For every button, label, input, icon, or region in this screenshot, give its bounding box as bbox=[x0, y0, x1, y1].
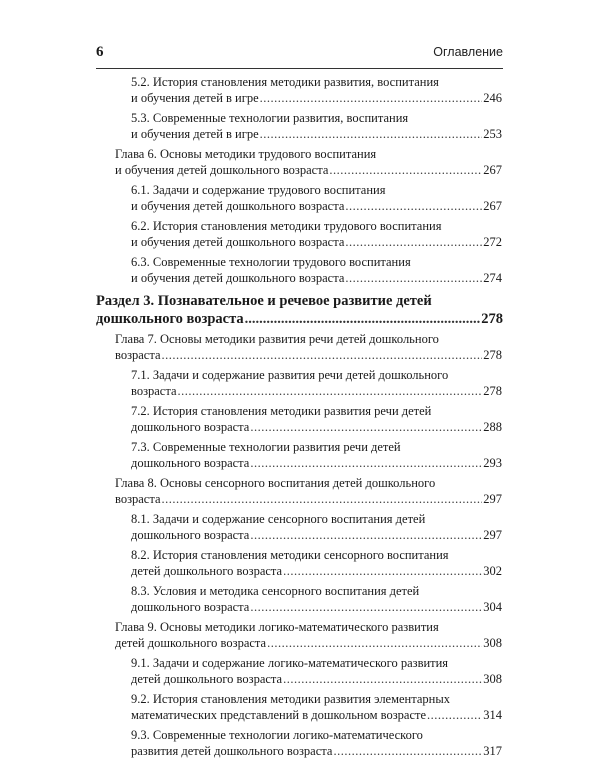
toc-entry-title: 7.2. История становления методики развития речи детей bbox=[131, 404, 432, 418]
toc-entry-title-cont: детей дошкольного возраста bbox=[115, 636, 267, 650]
toc-entry-chapter bbox=[115, 146, 502, 178]
toc-entry-title-cont: возраста bbox=[115, 348, 161, 362]
toc-entry-title-cont: дошкольного возраста bbox=[131, 528, 250, 542]
toc-entry-continuation bbox=[131, 743, 502, 759]
toc-entry-continuation bbox=[131, 671, 502, 687]
dot-leader bbox=[267, 635, 482, 651]
toc-entry-chapter bbox=[115, 331, 502, 363]
toc-page-number: 246 bbox=[483, 91, 502, 105]
toc-page-number: 293 bbox=[483, 456, 502, 470]
toc-entry-title: 5.2. История становления методики развития, воспитания bbox=[131, 75, 439, 89]
toc-entry-title: 9.1. Задачи и содержание логико-математического развития bbox=[131, 656, 449, 670]
toc-page-number: 267 bbox=[483, 199, 502, 213]
toc-page-number: 317 bbox=[483, 744, 502, 758]
toc-page-number: 304 bbox=[483, 600, 502, 614]
toc-page-number: 308 bbox=[483, 636, 502, 650]
toc-entry-title: 8.1. Задачи и содержание сенсорного воспитания детей bbox=[131, 512, 426, 526]
toc-entry-continuation bbox=[131, 599, 502, 615]
page-number: 6 bbox=[96, 44, 104, 60]
toc-entry-continuation bbox=[131, 198, 502, 214]
toc-entry-title: 6.3. Современные технологии трудового воспитания bbox=[131, 255, 411, 269]
toc-entry-chapter bbox=[115, 619, 502, 651]
toc-entry-continuation bbox=[131, 707, 502, 723]
toc-entry-title-cont: и обучения детей в игре bbox=[131, 91, 259, 105]
toc-entry-section bbox=[131, 218, 502, 250]
toc-page-number: 288 bbox=[483, 420, 502, 434]
toc-page-number: 274 bbox=[483, 271, 502, 285]
toc-page-number: 314 bbox=[483, 708, 502, 722]
toc-entry-section bbox=[131, 254, 502, 286]
toc-entry-title: Раздел 3. Познавательное и речевое развитие детей bbox=[96, 293, 432, 309]
toc-entry-continuation bbox=[131, 527, 502, 543]
dot-leader bbox=[283, 671, 482, 687]
dot-leader bbox=[427, 707, 482, 723]
toc-entry-continuation bbox=[115, 635, 502, 651]
toc-page-number: 278 bbox=[481, 311, 503, 327]
dot-leader bbox=[260, 126, 483, 142]
toc-entry-title-cont: дошкольного возраста bbox=[131, 456, 250, 470]
toc-entry-title: 7.1. Задачи и содержание развития речи детей дошкольного bbox=[131, 368, 449, 382]
toc-entry-title-cont: детей дошкольного возраста bbox=[131, 672, 283, 686]
toc-entry-title: Глава 6. Основы методики трудового воспитания bbox=[115, 147, 377, 161]
toc-entry-section bbox=[131, 691, 502, 723]
page-header bbox=[96, 44, 503, 66]
toc-page-number: 297 bbox=[483, 492, 502, 506]
toc-entry-title: 9.2. История становления методики развития элементарных bbox=[131, 692, 451, 706]
toc-entry-title: Глава 8. Основы сенсорного воспитания детей дошкольного bbox=[115, 476, 436, 490]
dot-leader bbox=[333, 743, 482, 759]
toc-entry-title-cont: дошкольного возраста bbox=[131, 420, 250, 434]
toc-entry-title-cont: дошкольного возраста bbox=[96, 311, 244, 327]
dot-leader bbox=[250, 455, 482, 471]
toc-entry-section bbox=[131, 74, 502, 106]
toc-entry-title-cont: и обучения детей в игре bbox=[131, 127, 259, 141]
toc-entry-title-cont: математических представлений в дошкольном возрасте bbox=[131, 708, 427, 722]
toc-entry-title-cont: дошкольного возраста bbox=[131, 600, 250, 614]
toc-entry-title-cont: возраста bbox=[115, 492, 161, 506]
dot-leader bbox=[329, 162, 482, 178]
toc-entry-continuation bbox=[115, 162, 502, 178]
toc-entry-continuation bbox=[96, 310, 503, 328]
dot-leader bbox=[162, 491, 483, 507]
toc-page-number: 253 bbox=[483, 127, 502, 141]
dot-leader bbox=[345, 234, 482, 250]
toc-entry-title: 6.1. Задачи и содержание трудового воспитания bbox=[131, 183, 386, 197]
toc-entry-continuation bbox=[115, 347, 502, 363]
dot-leader bbox=[345, 198, 482, 214]
toc-page-number: 267 bbox=[483, 163, 502, 177]
toc-entry-section bbox=[131, 511, 502, 543]
toc-entry-continuation bbox=[131, 234, 502, 250]
toc-entry-title: 7.3. Современные технологии развития речи детей bbox=[131, 440, 401, 454]
toc-entry-continuation bbox=[115, 491, 502, 507]
dot-leader bbox=[250, 527, 482, 543]
toc-entry-title: Глава 7. Основы методики развития речи детей дошкольного bbox=[115, 332, 439, 346]
toc-entry-continuation bbox=[131, 455, 502, 471]
toc-entry-title: 9.3. Современные технологии логико-математического bbox=[131, 728, 423, 742]
toc-entry-section bbox=[131, 439, 502, 471]
dot-leader bbox=[162, 347, 483, 363]
dot-leader bbox=[178, 383, 483, 399]
toc-entry-continuation bbox=[131, 126, 502, 142]
toc-entry-title-cont: развития детей дошкольного возраста bbox=[131, 744, 333, 758]
toc-entry-section bbox=[131, 547, 502, 579]
dot-leader bbox=[250, 599, 482, 615]
toc-entry-section bbox=[131, 367, 502, 399]
toc-entry-continuation bbox=[131, 270, 502, 286]
toc-page-number: 297 bbox=[483, 528, 502, 542]
toc-entry-title: 6.2. История становления методики трудового воспитания bbox=[131, 219, 442, 233]
toc-entry-title: 8.2. История становления методики сенсорного воспитания bbox=[131, 548, 449, 562]
toc-entry-continuation bbox=[131, 419, 502, 435]
toc-entry-title-cont: и обучения детей дошкольного возраста bbox=[131, 199, 345, 213]
dot-leader bbox=[260, 90, 483, 106]
toc-entry-title-cont: и обучения детей дошкольного возраста bbox=[115, 163, 329, 177]
toc-entry-part bbox=[96, 292, 503, 328]
toc-entry-title-cont: возраста bbox=[131, 384, 177, 398]
toc-entry-title-cont: и обучения детей дошкольного возраста bbox=[131, 235, 345, 249]
dot-leader bbox=[250, 419, 482, 435]
toc-entry-section bbox=[131, 403, 502, 435]
toc-entry-continuation bbox=[131, 563, 502, 579]
dot-leader bbox=[283, 563, 482, 579]
running-title: Оглавление bbox=[433, 45, 503, 59]
toc-entry-title-cont: детей дошкольного возраста bbox=[131, 564, 283, 578]
toc-entry-continuation bbox=[131, 383, 502, 399]
table-of-contents bbox=[0, 74, 600, 763]
toc-page-number: 308 bbox=[483, 672, 502, 686]
toc-page-number: 278 bbox=[483, 384, 502, 398]
toc-entry-continuation bbox=[131, 90, 502, 106]
toc-entry-section bbox=[131, 110, 502, 142]
toc-page-number: 302 bbox=[483, 564, 502, 578]
header-rule bbox=[96, 68, 503, 69]
toc-entry-title-cont: и обучения детей дошкольного возраста bbox=[131, 271, 345, 285]
toc-entry-section bbox=[131, 655, 502, 687]
toc-entry-section bbox=[131, 182, 502, 214]
toc-entry-section bbox=[131, 583, 502, 615]
dot-leader bbox=[345, 270, 482, 286]
toc-entry-title: 5.3. Современные технологии развития, воспитания bbox=[131, 111, 409, 125]
toc-entry-section bbox=[131, 727, 502, 759]
toc-page-number: 278 bbox=[483, 348, 502, 362]
toc-entry-title: 8.3. Условия и методика сенсорного воспитания детей bbox=[131, 584, 420, 598]
toc-page-number: 272 bbox=[483, 235, 502, 249]
toc-entry-chapter bbox=[115, 475, 502, 507]
toc-entry-title: Глава 9. Основы методики логико-математического развития bbox=[115, 620, 439, 634]
dot-leader bbox=[245, 310, 481, 328]
